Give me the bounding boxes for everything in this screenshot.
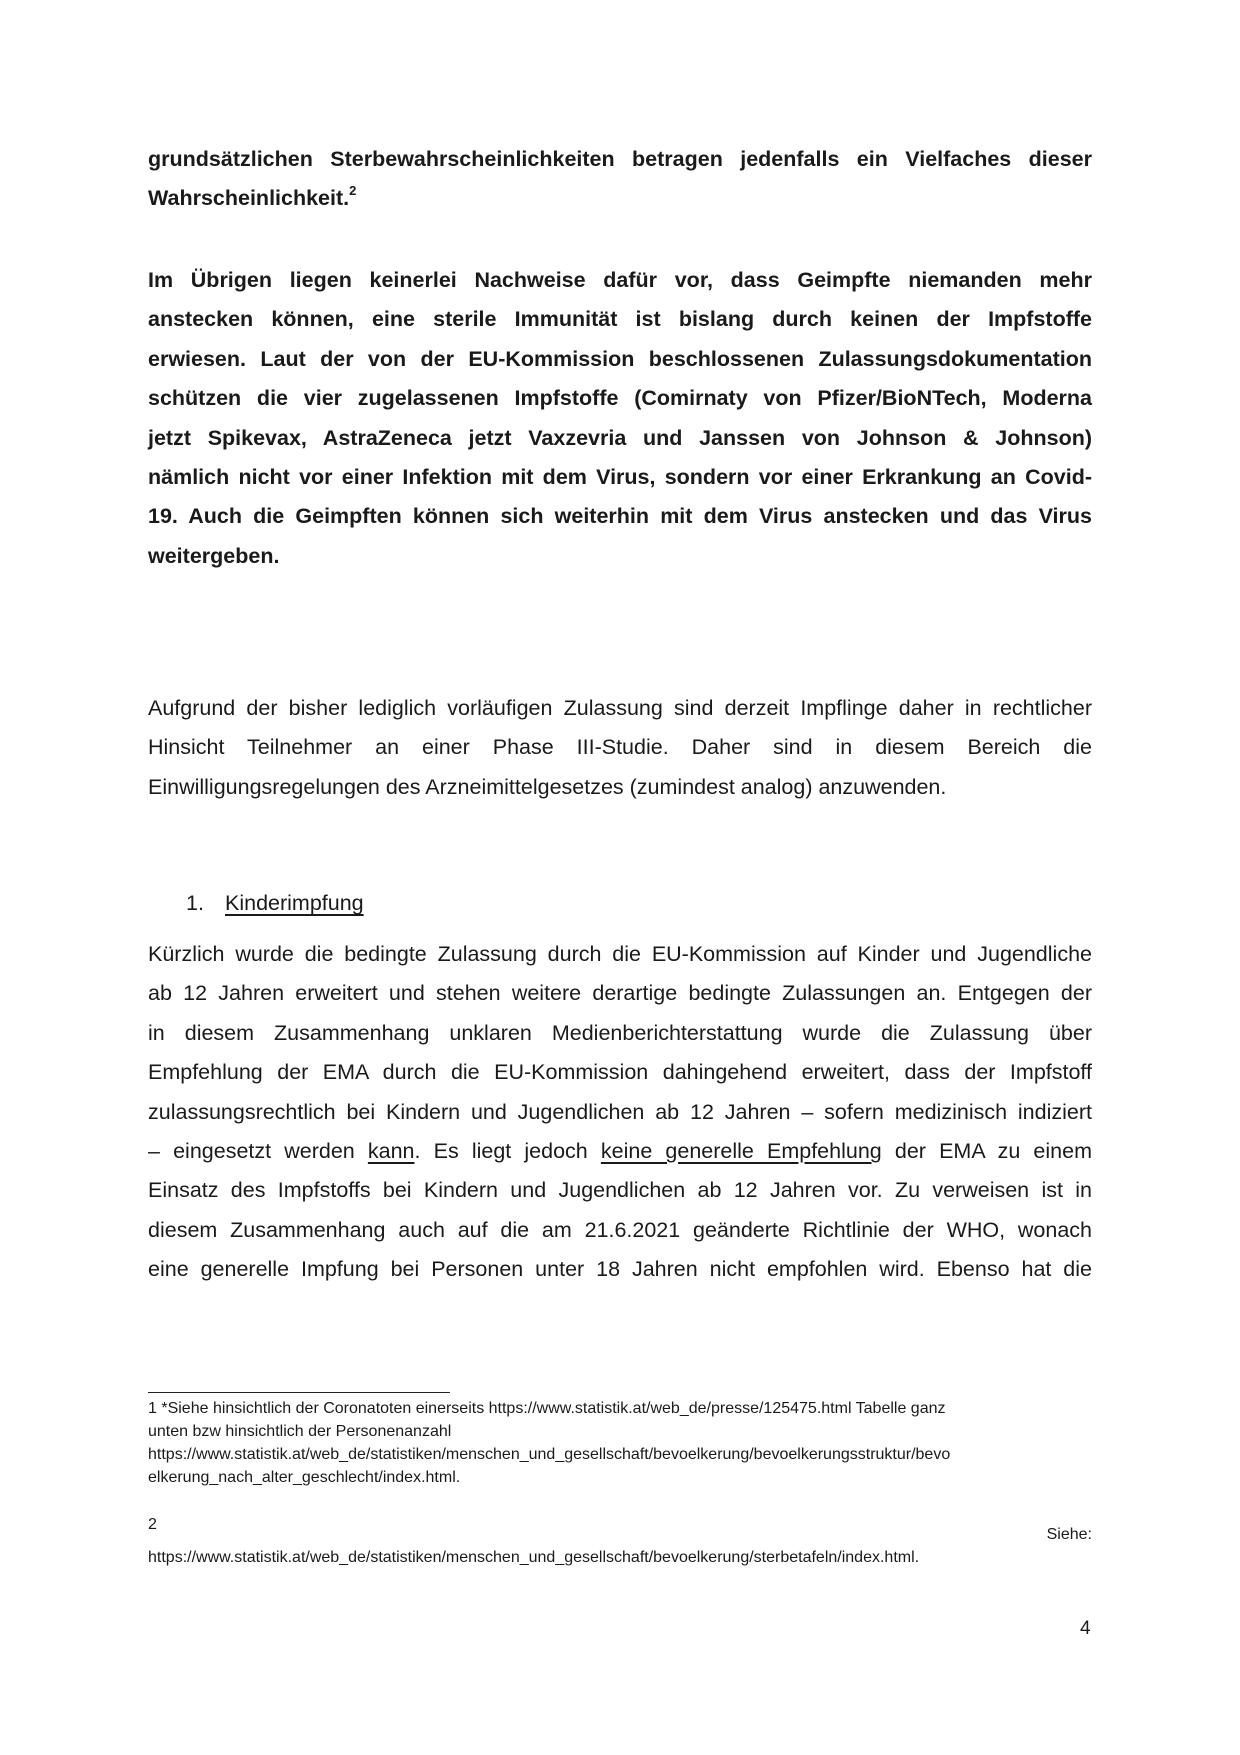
text-line: anstecken können, eine sterile Immunität ist bislang durch keinen der Impfstoffe (148, 307, 1092, 332)
text-fragment: . Es liegt jedoch (414, 1138, 601, 1163)
underlined-kann: kann (367, 1138, 415, 1163)
text-fragment: der EMA zu einem (881, 1138, 1092, 1163)
paragraph-sterbewahrscheinlichkeit (148, 140, 1092, 219)
text-line: Empfehlung der EMA durch die EU-Kommission dahingehend erweitert, dass der Impfstoff (148, 1060, 1092, 1085)
text-fragment: – eingesetzt werden (148, 1138, 368, 1163)
footnote-number: 2 (148, 1516, 157, 1533)
text-fragment: Wahrscheinlichkeit. (148, 186, 350, 211)
text-line: schützen die vier zugelassenen Impfstoffe (Comirnaty von Pfizer/BioNTech, Moderna (148, 386, 1092, 411)
footnote-2 (148, 1513, 1092, 1569)
text-line: erwiesen. Laut der von der EU-Kommission beschlossenen Zulassungsdokumentation (148, 346, 1092, 371)
text-line: Aufgrund der bisher lediglich vorläufigen Zulassung sind derzeit Impflinge daher in rechtlicher (148, 696, 1092, 720)
text-line: nämlich nicht vor einer Infektion mit dem Virus, sondern vor einer Erkrankung an Covid- (148, 464, 1092, 489)
footnote-label: Siehe: (1046, 1526, 1092, 1543)
text-line: diesem Zusammenhang auch auf die am 21.6.2021 geänderte Richtlinie der WHO, wonach (148, 1217, 1092, 1242)
section-heading (186, 884, 364, 923)
text-line: ab 12 Jahren erweitert und stehen weitere derartige bedingte Zulassungen an. Entgegen der (148, 981, 1092, 1006)
heading-number: 1. (186, 891, 204, 915)
text-line: grundsätzlichen Sterbewahrscheinlichkeiten betragen jedenfalls ein Vielfaches dieser (148, 147, 1092, 171)
text-line: Einsatz des Impfstoffs bei Kindern und Jugendlichen ab 12 Jahren vor. Zu verweisen ist in (148, 1178, 1092, 1203)
page-number: 4 (1080, 1618, 1091, 1639)
text-line: 19. Auch die Geimpften können sich weiterhin mit dem Virus anstecken und das Virus (148, 504, 1092, 529)
footnote-line: elkerung_nach_alter_geschlecht/index.html. (148, 1469, 461, 1486)
text-line: weitergeben. (148, 543, 280, 568)
footnote-url: https://www.statistik.at/web_de/statistiken/menschen_und_gesellschaft/bevoelkerung/sterbetafeln/index.html. (148, 1549, 920, 1566)
text-line (148, 179, 1092, 218)
footnote-line: https://www.statistik.at/web_de/statistiken/menschen_und_gesellschaft/bevoelkerung/bevoelkerungsstruktur/bevo (148, 1446, 951, 1463)
paragraph-phase-iii (148, 689, 1092, 807)
text-line: eine generelle Impfung bei Personen unter 18 Jahren nicht empfohlen wird. Ebenso hat die (148, 1257, 1092, 1282)
underlined-keine-generelle-empfehlung: keine generelle Empfehlung (600, 1138, 882, 1163)
text-line (148, 1132, 1092, 1171)
paragraph-sterile-immunitaet (148, 261, 1092, 576)
text-line: zulassungsrechtlich bei Kindern und Jugendlichen ab 12 Jahren – sofern medizinisch indiziert (148, 1099, 1092, 1124)
text-line: Im Übrigen liegen keinerlei Nachweise dafür vor, dass Geimpfte niemanden mehr (148, 268, 1092, 292)
footnote-1 (148, 1397, 1092, 1489)
footnote-2-header (148, 1513, 1092, 1546)
text-line: in diesem Zusammenhang unklaren Medienberichterstattung wurde die Zulassung über (148, 1020, 1092, 1045)
footnote-line: 1 *Siehe hinsichtlich der Coronatoten einerseits https://www.statistik.at/web_de/presse/125475.html Tabelle ganz (148, 1400, 946, 1417)
footnote-reference[interactable]: 2 (349, 183, 357, 199)
text-line: Einwilligungsregelungen des Arzneimittelgesetzes (zumindest analog) anzuwenden. (148, 774, 947, 799)
heading-title: Kinderimpfung (225, 891, 364, 915)
text-line: Hinsicht Teilnehmer an einer Phase III-Studie. Daher sind in diesem Bereich die (148, 735, 1092, 760)
text-line: jetzt Spikevax, AstraZeneca jetzt Vaxzevria und Janssen von Johnson & Johnson) (148, 425, 1092, 450)
text-line: Kürzlich wurde die bedingte Zulassung durch die EU-Kommission auf Kinder und Jugendliche (148, 942, 1092, 966)
footnote-separator (148, 1392, 450, 1393)
paragraph-kinderimpfung (148, 935, 1092, 1290)
footnote-line: unten bzw hinsichtlich der Personenanzahl (148, 1423, 452, 1440)
